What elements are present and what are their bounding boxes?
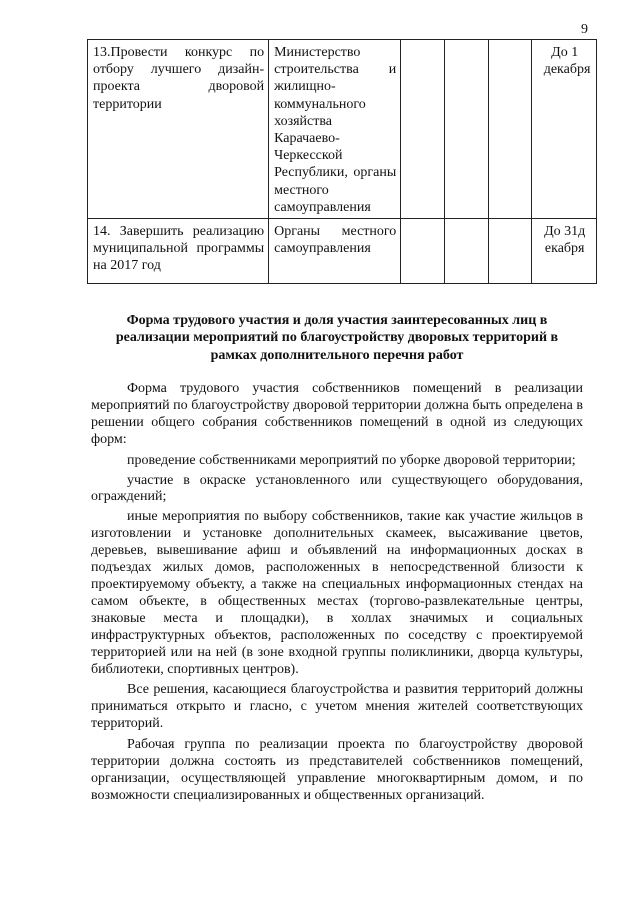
- section-body: [91, 381, 583, 809]
- responsible-cell: Министерство строительства и жилищно-коммунального хозяйства Карачаево-Черкесской Республики, органы местного самоуправления: [269, 40, 401, 219]
- term-text: До 31декабря: [544, 224, 586, 257]
- empty-cell: [445, 40, 489, 219]
- page-number: 9: [581, 22, 588, 37]
- table-row: [88, 219, 597, 284]
- task-cell: 13.Провести конкурс по отбору лучшего дизайн-проекта дворовой территории: [88, 40, 269, 219]
- paragraph: Рабочая группа по реализации проекта по благоустройству дворовой территории должна состоять из представителей собственников помещений, организации, осуществляющей управление многоквартирным домом, и по возможности специализированных и общественных организаций.: [91, 737, 583, 803]
- empty-cell: [488, 40, 532, 219]
- term-text: До 1 декабря: [543, 45, 591, 78]
- paragraph: участие в окраске установленного или существующего оборудования, ограждений;: [91, 472, 583, 505]
- term-cell: [532, 219, 597, 284]
- paragraph: Все решения, касающиеся благоустройства и развития территорий должны приниматься открыто и гласно, с учетом мнения жителей соответствующих территорий.: [91, 682, 583, 732]
- empty-cell: [488, 219, 532, 284]
- task-cell: 14. Завершить реализацию муниципальной программы на 2017 год: [88, 219, 269, 284]
- activities-table: [87, 39, 597, 284]
- section-heading: Форма трудового участия и доля участия заинтересованных лиц в реализации мероприятий по благоустройству дворовых территорий в рамках дополнительного перечня работ: [115, 313, 559, 363]
- paragraph: иные мероприятия по выбору собственников, такие как участие жильцов в изготовлении и установке дополнительных скамеек, высаживание цветов, деревьев, вывешивание афиш и объявлений на информационных досках в подъездах жилых домов, расположенных в непосредственной близости к проектируемому объекту, а также на специальных информационных стендах на самом объекте, в общественных местах (торгово-развлекательные центры, знаковые места и площадки), в холлах значимых и социальных инфраструктурных объектов, расположенных по соседству с проектируемой территорией или на ней (в зоне входной группы поликлиники, дворца культуры, библиотеки, спортивных центров).: [91, 509, 583, 677]
- paragraph: Форма трудового участия собственников помещений в реализации мероприятий по благоустройству дворовой территории должна быть определена в решении общего собрания собственников помещений в одной из следующих форм:: [91, 381, 583, 447]
- responsible-cell: Органы местного самоуправления: [269, 219, 401, 284]
- empty-cell: [401, 40, 445, 219]
- empty-cell: [445, 219, 489, 284]
- paragraph: проведение собственниками мероприятий по уборке дворовой территории;: [127, 452, 576, 468]
- term-cell: [532, 40, 597, 219]
- empty-cell: [401, 219, 445, 284]
- table-row: [88, 40, 597, 219]
